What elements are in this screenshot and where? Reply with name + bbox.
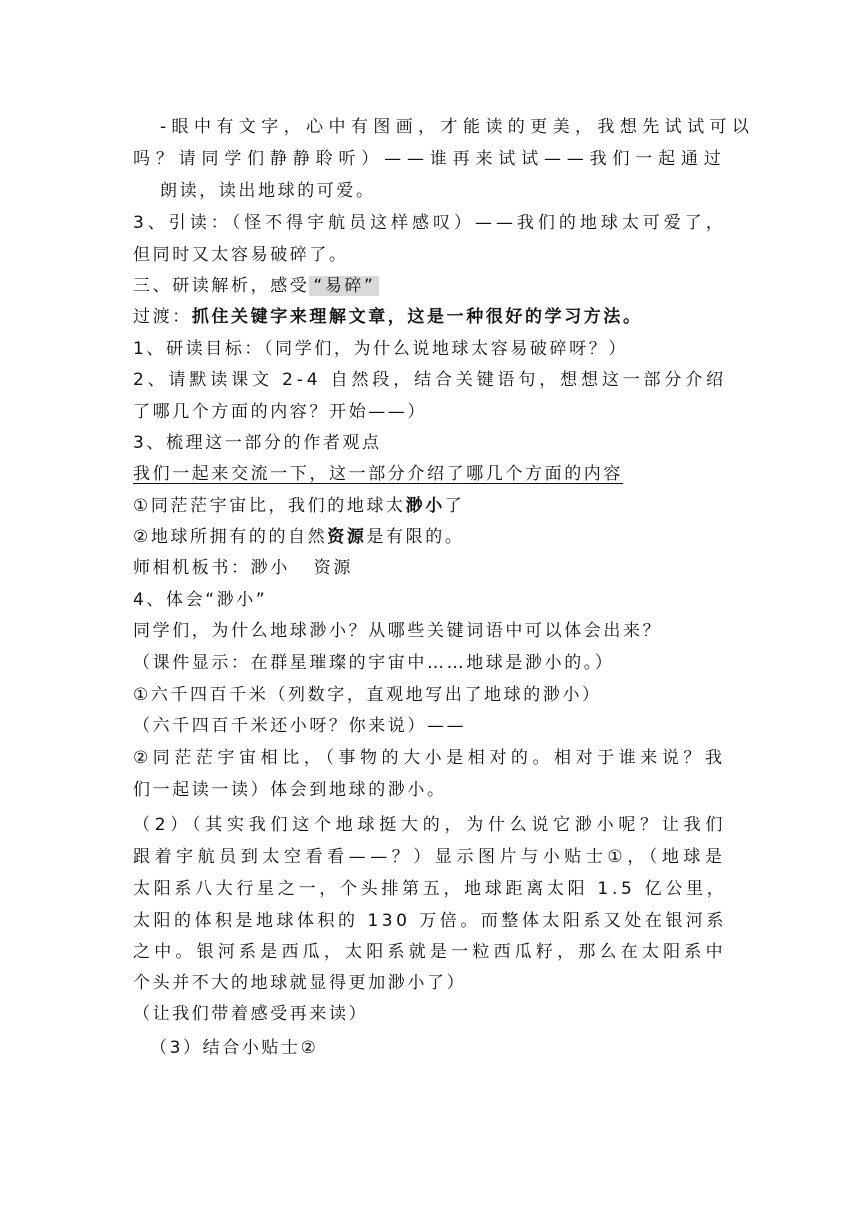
paragraph-line: 师相机板书：渺小 资源 bbox=[133, 558, 354, 578]
highlighted-term: “易碎” bbox=[309, 276, 379, 296]
paragraph-line: （让我们带着感受再来读） bbox=[133, 1004, 369, 1024]
paragraph-line: （课件显示：在群星璀璨的宇宙中……地球是渺小的。） bbox=[133, 653, 615, 673]
paragraph-line: （2）（其实我们这个地球挺大的，为什么说它渺小呢？让我们 bbox=[133, 815, 728, 835]
point-text: ①同茫茫宇宙比，我们的地球太 bbox=[133, 496, 406, 516]
paragraph-line: 3、梳理这一部分的作者观点 bbox=[133, 433, 382, 453]
paragraph-line: 2、请默读课文 2-4 自然段，结合关键语句，想想这一部分介绍 bbox=[133, 370, 727, 390]
point-text: 了 bbox=[444, 496, 465, 516]
point-text: 是有限的。 bbox=[366, 527, 465, 547]
paragraph-line: （3）结合小贴士② bbox=[150, 1038, 319, 1058]
paragraph-line: 太阳系八大行星之一，个头排第五，地球距离太阳 1.5 亿公里， bbox=[133, 879, 728, 899]
bold-text: 抓住关键字来理解文章，这是一种很好的学习方法。 bbox=[191, 307, 643, 327]
point-text: ②地球所拥有的的自然 bbox=[133, 527, 328, 547]
paragraph-line: ②同茫茫宇宙相比，（事物的大小是相对的。相对于谁来说？我 bbox=[133, 748, 727, 768]
paragraph-line: 吗？请同学们静静聆听）——谁再来试试——我们一起通过 bbox=[133, 149, 727, 169]
underlined-line: 我们一起来交流一下，这一部分介绍了哪几个方面的内容 bbox=[133, 464, 623, 484]
transition-line bbox=[133, 306, 643, 328]
section-heading bbox=[133, 275, 379, 297]
paragraph-line: 太阳的体积是地球体积的 130 万倍。而整体太阳系又处在银河系 bbox=[133, 911, 727, 931]
paragraph-line: （六千四百千米还小呀？你来说）—— bbox=[133, 716, 467, 736]
heading-text: 三、研读解析，感受 bbox=[133, 276, 310, 296]
point-line bbox=[133, 526, 464, 548]
bold-keyword: 资源 bbox=[327, 527, 367, 547]
paragraph-line: 3、引读：（怪不得宇航员这样感叹）——我们的地球太可爱了， bbox=[133, 213, 727, 233]
paragraph-line: 跟着宇航员到太空看看——？）显示图片与小贴士①，（地球是 bbox=[133, 847, 727, 867]
paragraph-line: 了哪几个方面的内容？开始——） bbox=[133, 402, 427, 422]
paragraph-line: 朗读，读出地球的可爱。 bbox=[160, 181, 376, 201]
paragraph-line: 们一起读一读）体会到地球的渺小。 bbox=[133, 780, 447, 800]
paragraph-line: 之中。银河系是西瓜，太阳系就是一粒西瓜籽，那么在太阳系中 bbox=[133, 942, 727, 962]
point-line bbox=[133, 495, 464, 517]
paragraph-line: 同学们，为什么地球渺小？从哪些关键词语中可以体会出来？ bbox=[133, 621, 663, 641]
paragraph-line: 个头并不大的地球就显得更加渺小了） bbox=[133, 973, 467, 993]
paragraph-line: 但同时又太容易破碎了。 bbox=[133, 245, 349, 265]
transition-label: 过渡： bbox=[133, 307, 192, 327]
paragraph-line: ①六千四百千米（列数字，直观地写出了地球的渺小） bbox=[133, 685, 602, 705]
bold-keyword: 渺小 bbox=[405, 496, 445, 516]
paragraph-line: 1、研读目标：（同学们，为什么说地球太容易破碎呀？） bbox=[133, 339, 628, 359]
paragraph-line: 4、体会“渺小” bbox=[133, 590, 268, 610]
paragraph-line: -眼中有文字，心中有图画，才能读的更美，我想先试试可以 bbox=[160, 117, 755, 137]
